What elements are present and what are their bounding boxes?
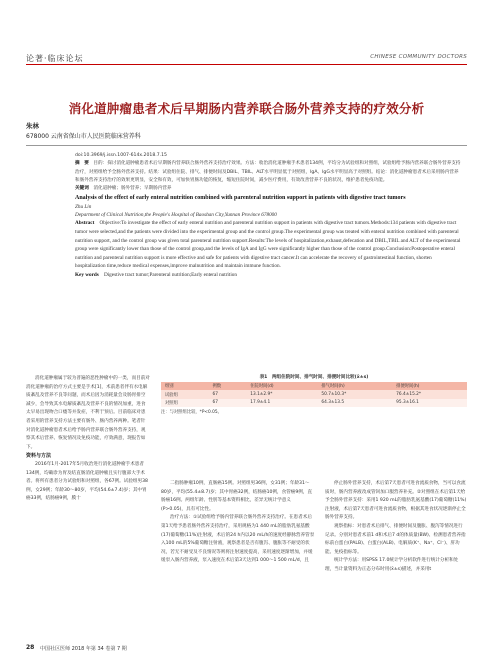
table-cell: 17.9±4.1: [250, 400, 271, 406]
page-number: 28: [26, 644, 35, 651]
table-cell: 50.7±10.3*: [321, 392, 347, 398]
author: 朱林: [26, 122, 39, 130]
table-1: [161, 374, 467, 415]
footer-journal: 中国社区医师 2018 年第 34 卷第 7 期: [40, 646, 127, 652]
affiliation: 678000 云南省保山市人民医院临床营养科: [26, 133, 141, 140]
table-header-cell: 排气时间(h): [321, 384, 345, 390]
table-caption: 表1 两组住院时间、排气时间、排便时间比较(x̄±s): [259, 375, 369, 380]
keywords-en: Key words Digestive tract tumor;Parenteral nutrition;Early enteral nutrition: [75, 272, 237, 279]
article-title: 消化道肿瘤患者术后早期肠内营养联合肠外营养支持的疗效分析: [68, 101, 425, 116]
intro-paragraph: 消化道肿瘤属于较为普遍的恶性肿瘤中的一类，而目前对消化道肿瘤的治疗方式主要是手术[1]，术前患者伴有水电解质紊乱及营养不良等问题，而术后因为消耗量会及肠胃排空减少，会导致其水电解质紊乱及营养不良的情况加重，进食太早易出现吻合口瘘等并发症，不利于预后。目前临床对患者采用的营养支持方法主要有肠外、肠内营养两种。笔者针对消化道肿瘤患者术后给予肠内营养联合肠外营养支持，观察其术后营养、恢复情况及免疫功能，疗效满意，现报告如下。: [26, 376, 150, 450]
table-header-row: [161, 382, 467, 390]
table-row: [161, 390, 467, 398]
table-header-cell: 例数: [212, 384, 222, 390]
column-2: [161, 480, 315, 566]
abstract-divider: [26, 145, 467, 146]
column-1: [26, 375, 150, 504]
body-paragraph: 治疗方法：①试验组给予肠内营养联合肠外营养支持治疗。在患者术后第1天给予患者肠外营养支持治疗，采用规格为1 440 mL的脂肪乳氨基酸(17)葡萄糖(11%)注射液，术后的24 h内以20 mL/h的速度经静脉营养管泵入100 mL的5%葡萄糖注射液，观察患者是否有腹泻、腹胀等不耐受的状况，若无不耐受及不良情况等则将注射速度提高，采用速度逐渐增加，并缓缓泵入肠内营养液，泵入速度在术后第3天达到1 000～1 500 mL/d，且: [161, 515, 315, 564]
table-header-cell: 住院时间(d): [250, 384, 274, 390]
section-heading-methods: 资料与方法: [26, 453, 52, 460]
journal-name-en: CHINESE COMMUNITY DOCTORS: [370, 54, 467, 60]
body-paragraph: 二指肠肿瘤10例，直肠癌15例。对照组男36例，女31例；年龄31～80岁，平均(55.4±8.7)岁；其中胃癌32例，结肠癌10例，食管癌9例，直肠癌16例。两组年龄、性别等基本资料相比，差异无统计学意义(P>0.05)，具有可比性。: [161, 481, 313, 512]
body-paragraph: 统计学方法：用SPSS 17.0统计学分析软件进行统计分析和处理，当计量资料为正态分布时用(x̄±s)描述，并采用t: [325, 558, 459, 572]
abstract-block: [75, 152, 463, 280]
title-en: Analysis of the effect of early enteral nutrition combined with parenteral nutrition support in patients with digestive tract tumors: [75, 195, 406, 202]
table-note: 注：与对照组比较，*P<0.05。: [161, 410, 222, 416]
table-cell: 64.3±13.5: [321, 400, 345, 406]
body-paragraph: 停止肠外营养支持，术后第7天患者可进食流质食物，当可以食流质时，肠内营养液改成管饲加口服营养补充。②对照组在术后第1天给予全肠外营养支持：采用1 920 mL的脂肪乳氨基酸(17)葡萄糖(11%)注射液，术后第7天患者可进食流质食物，根据其进食状况逐渐停止全肠外营养支持。: [325, 481, 467, 521]
abstract-cn: 摘 要 目的：探讨消化道肿瘤患者术后早期肠内营养联合肠外营养支持治疗效果。方法：收治消化道肿瘤手术患者134例，平均分为试验组和对照组，试验组给予肠内营养联合肠外营养支持治疗，对照组给予全肠外营养支持。结果：试验组住院、排气、排便时间及DBIL、TBIL、ALT水平明显低于对照组，IgA、IgG水平明显高于对照组。结论：消化道肿瘤患者术后采用肠内营养和肠外营养支持治疗的效果更明显，安全和有效，可加快胃肠功能的恢复，缩短住院时间，减少医疗费用，有效改善营养不良的状况，维护患者免疫功能。: [75, 161, 461, 183]
table-cell: 对照组: [165, 400, 178, 406]
table-row: [161, 399, 467, 407]
table-cell: 76.4±15.2*: [396, 392, 422, 398]
section-label: 论著·临床论坛: [26, 54, 84, 63]
table-cell: 67: [212, 392, 218, 398]
column-3: [325, 480, 467, 575]
header-divider: [26, 64, 467, 65]
author-en: Zhu Lin: [75, 204, 92, 211]
abstract-en: Abstract Objective:To investigate the effect of early enteral nutrition and parenteral nutrition support in patients with digestive tract tumors.Methods:134 patients with digestive tract tumor were selected,and the patients were divided into the experimental group and the control group.The experimental group was treated with enteral nutrition combined with parenteral nutrition support, and the control group was given total parenteral nutrition support.Results:The levels of hospitalization,exhaust,defecation and DBIL,TBIL and ALT of the experimental group were significantly lower than those of the control group,and the levels of IgA and IgG were significantly higher than those of the control group.Conclusion:Postoperative enteral nutrition and parenteral nutrition support is more effective and safe for patients with digestive tract cancer.It can accelerate the recovery of gastrointestinal function, shorten hospitalization time,reduce medical expenses,improve malnutrition and maintain immune function.: [75, 220, 461, 270]
table-cell: 13.1±2.9*: [250, 392, 273, 398]
body-paragraph: 观察指标：对患者术后排气、排便时间及腹胀、腹泻等情况进行记录。分别对患者术前1 d和术后7 d的体质量(BW)、检测患者营养指标前白蛋白(PALB)、白蛋白(ALB)、电解质(K⁺、Na⁺、Cl⁻)、肝功能、免疫指标等。: [325, 523, 466, 555]
table-cell: 95.3±16.1: [396, 400, 419, 406]
table-header-cell: 组别: [165, 384, 174, 390]
table-header-cell: 排便时间(h): [396, 384, 420, 390]
keywords-cn: 关键词 消化道肿瘤；肠外营养；早期肠内营养: [75, 186, 172, 192]
table-cell: 67: [212, 400, 218, 406]
doi: doi:10.3969/j.issn.1007-614x.2018.7.15: [75, 153, 167, 158]
affiliation-en: Department of Clinical Nutrition,the People's Hospital of Baoshan City,Yunnan Province 678000: [75, 212, 277, 219]
methods-paragraph: 2016年1月-2017年5月收治进行消化道肿瘤手术患者134例，均确诊为胃及结直肠消化道肿瘤且实行腹部大手术者。将所有患者分为试验组和对照组，各67例。试验组男38例，女29例；年龄30～80岁，平均(54.6±7.4)岁；其中胃癌33例，结肠癌9例，膜十: [26, 461, 148, 502]
table-cell: 试验组: [165, 392, 178, 398]
